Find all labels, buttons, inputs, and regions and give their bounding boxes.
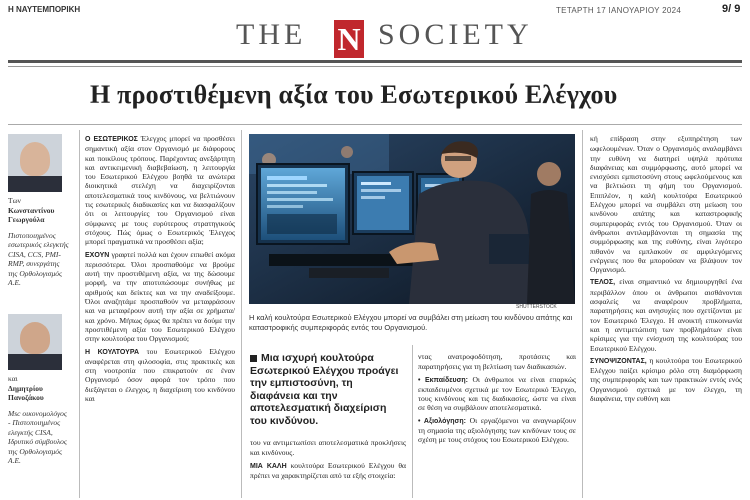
column-divider: [241, 130, 242, 498]
paragraph: • Εκπαίδευση: Οι άνθρωποι να είναι επαρκώς εκπαιδευμένοι σχετικά με τον Εσωτερικό Έλεγχο, τους κινδύνους και τις διαδικασίες, ώστε να είναι σε θέση να συμβάλουν αποτελεσματικά.: [418, 374, 576, 413]
page-header: [0, 0, 750, 16]
column-divider: [79, 130, 80, 498]
bullet-square-icon: [250, 355, 257, 362]
article-column: [85, 134, 235, 406]
paragraph: • Αξιολόγηση: Οι εργαζόμενοι να αναγνωρίζουν τη σημασία της αξιολόγησης των κινδύνων τους σε σχέση με τους στόχους του Εσωτερικού Ελέγχου.: [418, 415, 577, 445]
article-photo: [249, 134, 575, 304]
author-photo: [8, 134, 62, 192]
masthead-rule-thin: [8, 66, 742, 67]
photo-caption: Η καλή κουλτούρα Εσωτερικού Ελέγχου μπορεί να συμβάλει στη μείωση του κινδύνου απάτης και καταστροφικής συμπεριφοράς εντός του Οργανισμού.: [249, 313, 573, 332]
paragraph: ΤΕΛΟΣ, είναι σημαντικό να δημιουργηθεί ένα περιβάλλον όπου οι άνθρωποι αισθάνονται ασφαλείς να αναφέρουν προβλήματα, παρατηρήσεις και ανησυχίες που σχετίζονται με τον Εσωτερικό Έλεγχο. Η ανοικτή επικοινωνία και η αντιμετώπιση των προβλημάτων είναι κρίσιμες για την ενίσχυση της κουλτούρας του Εσωτερικού Ελέγχου.: [590, 277, 742, 353]
issue-date: ΤΕΤΑΡΤΗ 17 ΙΑΝΟΥΑΡΙΟΥ 2024: [556, 6, 682, 15]
article-column: [250, 438, 406, 483]
paragraph: κή επίδραση στην εξυπηρέτηση των ωφελουμένων. Όταν ο Οργανισμός αναλαμβάνει την ευθύνη να διατηρεί υψηλά πρότυπα διαφάνειας και συμμόρφωσης, αυτό μπορεί να ενισχύσει εμπιστοσύνη στους ωφελούμενους και να βελτιώσει τη φήμη του Οργανισμού. Επιπλέον, η καλή κουλτούρα Εσωτερικού Ελέγχου μπορεί να συμβάλει στη μείωση του κινδύνου απάτης και καταστροφικής συμπεριφοράς εντός του Οργανισμού. Όταν οι άνθρωποι αντιλαμβάνονται τη σημασία της συμμόρφωσης και της ευθύνης, είναι λιγότερο πιθανόν να εμπλακούν σε αμφιλεγόμενες ενέργειες που θα μπορούσαν να βλάψουν τον Οργανισμό.: [590, 134, 742, 275]
article-column: [418, 352, 576, 448]
author-prefix: και: [8, 374, 18, 383]
paragraph: ΣΥΝΟΨΙΖΟΝΤΑΣ, η κουλτούρα του Εσωτερικού Ελέγχου παίζει κρίσιμο ρόλο στη διαμόρφωση της συμπεριφοράς και των πρακτικών εντός ενός Οργανισμού σχετικά με τον έλεγχο, τη διαφάνεια, την ευθύνη και: [590, 355, 742, 404]
paragraph: του να αντιμετωπίσει αποτελεσματικά προκλήσεις και κινδύνους.: [250, 438, 406, 458]
masthead-rule: [8, 60, 742, 63]
paragraph: ντας ανατροφοδότηση, προτάσεις και παρατηρήσεις για τη βελτίωση των διαδικασιών.: [418, 352, 576, 372]
author-photo: [8, 314, 62, 370]
masthead-the: THE: [236, 18, 307, 51]
photo-credit: SHUTTERSTOCK: [516, 304, 557, 310]
article-column: [590, 134, 742, 406]
column-divider: [582, 130, 583, 498]
headline-rule: [8, 124, 742, 125]
page-number: 9/ 9: [722, 3, 741, 15]
author-name: Δημητρίου Πανοζάκου: [8, 383, 44, 402]
newspaper-logo-icon: N: [334, 20, 364, 58]
masthead-society: SOCIETY: [378, 18, 533, 51]
pull-quote: Μια ισχυρή κουλτούρα Εσωτερικού Ελέγχου προάγει την εμπιστοσύνη, τη διαφάνεια και την αποτελεσματική διαχείριση του κινδύνου.: [250, 352, 399, 427]
paragraph: Ο ΕΣΩΤΕΡΙΚΟΣ Έλεγχος μπορεί να προσθέσει σημαντική αξία στον Οργανισμό με διάφορους και ποικίλους τρόπους. Παρέχοντας ανεξάρτητη και αντικειμενική διαβεβαίωση, η λειτουργία του Εσωτερικού Ελέγχου βοηθά τα ανώτερα διοικητικά στελέχη να διαχειρίζονται αποτελεσματικά τους κινδύνους, να βελτιώνουν τις εσωτερικές διαδικασίες και να διασφαλίζουν ότι οι λειτουργίες του Οργανισμού είναι σύμφωνες με τους ευρύτερους στρατηγικούς στόχους. Πώς όμως ο Εσωτερικός Έλεγχος μπορεί πραγματικά να προσθέσει αξία;: [85, 134, 236, 247]
author-role: Πιστοποιημένος εσωτερικός ελεγκτής CISA, CCS, PMI-RMP, συνεργάτης της Ορθολογισμός Α.Ε.: [8, 230, 69, 287]
newspaper-brand: Η ΝΑΥΤΕΜΠΟΡΙΚΗ: [8, 5, 81, 14]
column-divider: [412, 345, 413, 498]
author-byline: [8, 374, 70, 466]
paragraph: Η ΚΟΥΛΤΟΥΡΑ του Εσωτερικού Ελέγχου αναφέρεται στη φιλοσοφία, στις πρακτικές και στη νοοτροπία που επικρατούν σε έναν Οργανισμό όσον αφορά τον τρόπο που διεξάγεται ο έλεγχος, η διαχείριση του κινδύνου και: [85, 346, 235, 404]
article-headline: Η προστιθέμενη αξία του Εσωτερικού Ελέγχου: [90, 80, 618, 109]
paragraph: ΜΙΑ ΚΑΛΗ κουλτούρα Εσωτερικού Ελέγχου θα πρέπει να χαρακτηρίζεται από τα εξής στοιχεία:: [250, 460, 406, 480]
author-role: Msc οικονομολόγος - Πιστοποιημένος ελεγκτής CISA, Ιδρυτικό σύμβουλος της Ορθολογισμός Α.Ε.: [8, 408, 67, 465]
author-prefix: Των: [8, 196, 21, 205]
paragraph: ΕΧΟΥΝ γραφτεί πολλά και έχουν ειπωθεί ακόμα περισσότερα. Όλοι προσπαθούμε να βρούμε αυτή την προστιθέμενη αξία, να της δώσουμε μορφή, να την αποτυπώσουμε συνήθως με αριθμούς και δείκτες και να την αναδείξουμε. Όλοι αναζητάμε προσπαθούν να μεταφράσουν και να μεταφέρουν αυτή την αξία σε χρήματα/και χρόνο. Μήπως όμως θα πρέπει να δούμε την προστιθέμενη αξία του Εσωτερικού Ελέγχου στην κουλτούρα του Οργανισμού;: [85, 249, 235, 344]
section-masthead: [0, 18, 750, 58]
author-name: Κωνσταντίνου Γεωργούλα: [8, 205, 55, 224]
author-byline: [8, 196, 70, 288]
